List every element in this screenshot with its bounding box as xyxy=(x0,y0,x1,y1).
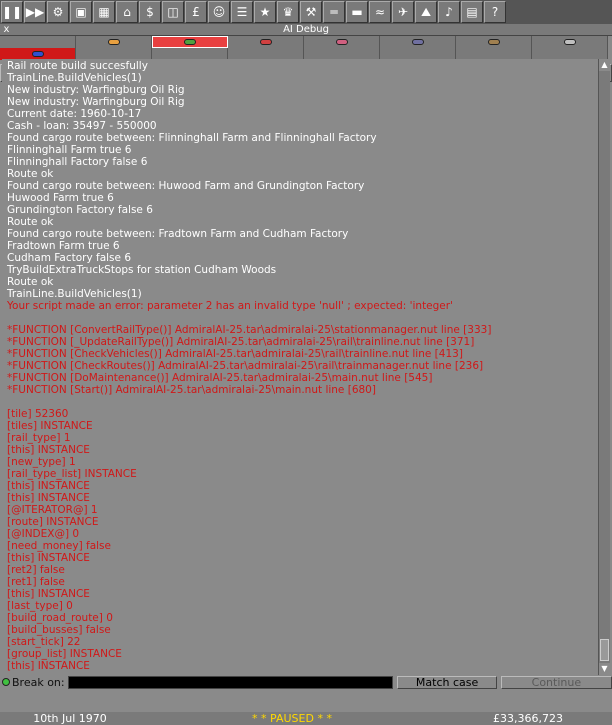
log-line: TrainLine.BuildVehicles(1) xyxy=(7,288,142,300)
log-line: [start_tick] 22 xyxy=(7,636,81,648)
log-line: [this] INSTANCE xyxy=(7,588,90,600)
log-line: *FUNCTION [_UpdateRailType()] AdmiralAI-25.tar\admiralai-25\rail\trainline.nut line [371] xyxy=(7,336,475,348)
log-line: [this] INSTANCE xyxy=(7,480,90,492)
log-line: Rail route build succesfully xyxy=(7,60,148,72)
log-line: TrainLine.BuildVehicles(1) xyxy=(7,72,142,84)
log-line: Fradtown Farm true 6 xyxy=(7,240,120,252)
water-icon[interactable]: ≈ xyxy=(369,1,391,23)
ai-company-tab[interactable] xyxy=(380,36,456,48)
goal-icon[interactable]: ★ xyxy=(254,1,276,23)
log-line: [this] INSTANCE xyxy=(7,444,90,456)
log-line: Flinninghall Factory false 6 xyxy=(7,156,148,168)
continue-button[interactable]: Continue xyxy=(501,676,612,689)
newspaper-icon[interactable]: ▤ xyxy=(461,1,483,23)
window-titlebar[interactable] xyxy=(0,24,612,36)
ai-log-panel xyxy=(2,59,598,675)
ai-company-tab[interactable] xyxy=(532,36,608,48)
log-line: *FUNCTION [ConvertRailType()] AdmiralAI-25.tar\admiralai-25\stationmanager.nut line [333] xyxy=(7,324,492,336)
company-color-icon xyxy=(260,39,272,45)
company-color-icon xyxy=(184,39,196,45)
company-color-icon xyxy=(412,39,424,45)
ai-company-tab[interactable] xyxy=(76,36,152,48)
town-icon[interactable]: ⌂ xyxy=(116,1,138,23)
company-color-icon xyxy=(108,39,120,45)
rail-icon[interactable]: ═ xyxy=(323,1,345,23)
story-icon[interactable]: ☰ xyxy=(231,1,253,23)
log-line: [this] INSTANCE xyxy=(7,492,90,504)
log-line: Flinninghall Farm true 6 xyxy=(7,144,132,156)
status-money: £33,366,723 xyxy=(493,712,563,725)
scroll-thumb[interactable] xyxy=(600,639,609,661)
ai-company-tab[interactable] xyxy=(152,36,228,48)
log-line: New industry: Warfingburg Oil Rig xyxy=(7,96,185,108)
industry-icon[interactable]: ⚒ xyxy=(300,1,322,23)
log-line: [this] INSTANCE xyxy=(7,660,90,672)
log-line: TryBuildExtraTruckStops for station Cudham Woods xyxy=(7,264,277,276)
settings-icon[interactable]: ⚙ xyxy=(47,1,69,23)
company-color-icon xyxy=(336,39,348,45)
log-line: Cudham Factory false 6 xyxy=(7,252,131,264)
ai-company-tab[interactable] xyxy=(0,36,76,48)
log-line: [ret1] false xyxy=(7,576,65,588)
log-line: Cash - loan: 35497 - 550000 xyxy=(7,120,157,132)
log-line: [new_type] 1 xyxy=(7,456,76,468)
main-toolbar xyxy=(0,0,612,24)
company-color-icon xyxy=(488,39,500,45)
log-line: [build_busses] false xyxy=(7,624,111,636)
log-line: Current date: 1960-10-17 xyxy=(7,108,142,120)
map-icon[interactable]: ▦ xyxy=(93,1,115,23)
log-line: Found cargo route between: Fradtown Farm and Cudham Factory xyxy=(7,228,349,240)
pause-icon[interactable]: ❚❚ xyxy=(1,1,23,23)
break-on-input[interactable] xyxy=(68,676,394,689)
help-icon[interactable]: ? xyxy=(484,1,506,23)
match-case-button[interactable]: Match case xyxy=(397,676,496,689)
status-paused: * * PAUSED * * xyxy=(252,712,332,725)
log-line: [rail_type] 1 xyxy=(7,432,71,444)
scroll-up-icon[interactable]: ▲ xyxy=(599,59,610,71)
log-line: [this] INSTANCE xyxy=(7,552,90,564)
company-icon[interactable]: ☺ xyxy=(208,1,230,23)
status-date: 10th Jul 1970 xyxy=(33,712,107,725)
road-icon[interactable]: ▬ xyxy=(346,1,368,23)
status-bar xyxy=(0,712,612,725)
log-line: *FUNCTION [Start()] AdmiralAI-25.tar\admiralai-25\main.nut line [680] xyxy=(7,384,376,396)
finances-icon[interactable]: £ xyxy=(185,1,207,23)
log-line: Route ok xyxy=(7,276,54,288)
window-title: AI Debug xyxy=(283,24,329,35)
log-line: [@INDEX@] 0 xyxy=(7,528,80,540)
log-scrollbar[interactable] xyxy=(598,59,610,675)
log-line: Grundington Factory false 6 xyxy=(7,204,153,216)
ai-company-tab[interactable] xyxy=(304,36,380,48)
log-line: Route ok xyxy=(7,168,54,180)
log-line: [route] INSTANCE xyxy=(7,516,99,528)
company-color-icon xyxy=(564,39,576,45)
ai-company-tabs xyxy=(0,36,612,48)
save-icon[interactable]: ▣ xyxy=(70,1,92,23)
log-line: Found cargo route between: Flinninghall Farm and Flinninghall Factory xyxy=(7,132,377,144)
log-line: Route ok xyxy=(7,216,54,228)
log-line: *FUNCTION [DoMaintenance()] AdmiralAI-25.tar\admiralai-25\main.nut line [545] xyxy=(7,372,433,384)
log-line: [build_road_route] 0 xyxy=(7,612,113,624)
ai-company-tab[interactable] xyxy=(228,36,304,48)
log-line: [tile] 52360 xyxy=(7,408,69,420)
log-line: [need_money] false xyxy=(7,540,111,552)
scroll-down-icon[interactable]: ▼ xyxy=(599,663,610,675)
league-icon[interactable]: ♛ xyxy=(277,1,299,23)
log-line: Found cargo route between: Huwood Farm and Grundington Factory xyxy=(7,180,365,192)
log-line: Your script made an error: parameter 2 has an invalid type 'null' ; expected: 'integer' xyxy=(7,300,453,312)
company-color-icon xyxy=(32,51,44,57)
break-on-row xyxy=(0,676,612,689)
ai-company-tab[interactable] xyxy=(456,36,532,48)
log-line: [group_list] INSTANCE xyxy=(7,648,122,660)
log-line: [rail_type_list] INSTANCE xyxy=(7,468,137,480)
log-line: Huwood Farm true 6 xyxy=(7,192,114,204)
log-line: [last_type] 0 xyxy=(7,600,73,612)
log-line: [@ITERATOR@] 1 xyxy=(7,504,98,516)
subsidies-icon[interactable]: $ xyxy=(139,1,161,23)
music-icon[interactable]: ♪ xyxy=(438,1,460,23)
status-light-icon xyxy=(2,678,10,686)
close-icon[interactable]: x xyxy=(3,24,10,35)
stations-icon[interactable]: ◫ xyxy=(162,1,184,23)
log-line: [tiles] INSTANCE xyxy=(7,420,93,432)
fast-forward-icon[interactable]: ▶▶ xyxy=(24,1,46,23)
log-line: *FUNCTION [CheckRoutes()] AdmiralAI-25.tar\admiralai-25\rail\trainmanager.nut line [236] xyxy=(7,360,484,372)
log-line: [ret2] false xyxy=(7,564,65,576)
log-line: *FUNCTION [CheckVehicles()] AdmiralAI-25.tar\admiralai-25\rail\trainline.nut line [413] xyxy=(7,348,463,360)
landscape-icon[interactable]: ⛰ xyxy=(415,1,437,23)
log-line: New industry: Warfingburg Oil Rig xyxy=(7,84,185,96)
air-icon[interactable]: ✈ xyxy=(392,1,414,23)
break-on-label: Break on: xyxy=(12,676,65,689)
